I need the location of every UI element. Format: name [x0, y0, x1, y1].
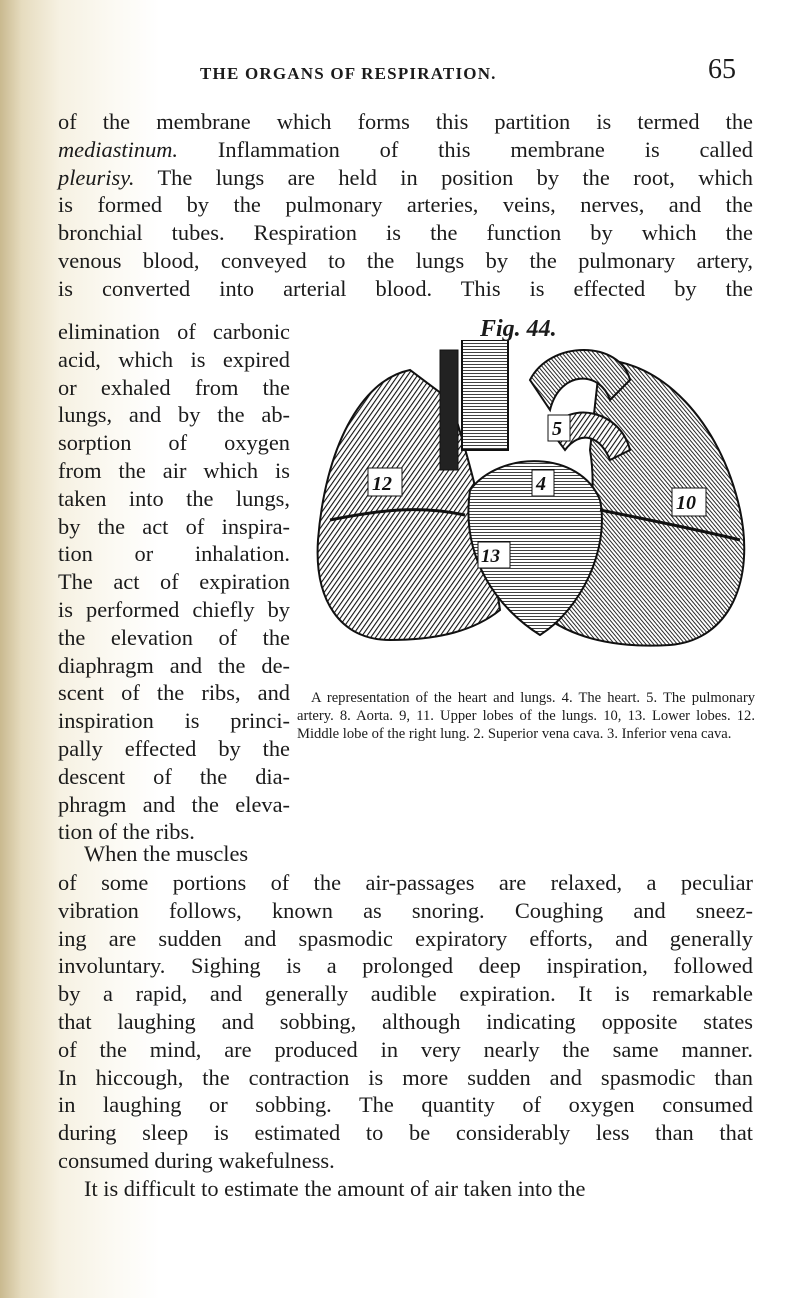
trachea [462, 340, 508, 450]
text-line: pally effected by the [58, 735, 290, 761]
text-line: ing are sudden and spasmodic expiratory efforts, and generally [58, 925, 753, 951]
figure-number-label: 13 [481, 546, 500, 567]
figure-number-label: 12 [372, 473, 392, 495]
text-line: descent of the dia- [58, 763, 290, 789]
text-line: is performed chiefly by [58, 596, 290, 622]
text-line: the elevation of the [58, 624, 290, 650]
page-header [200, 50, 760, 90]
figure-heart-lungs [300, 316, 760, 670]
text-line: in laughing or sobbing. The quantity of oxygen consumed [58, 1092, 753, 1118]
text-line: sorption of oxygen [58, 430, 290, 456]
text-line: from the air which is [58, 457, 290, 483]
text-line: scent of the ribs, and [58, 680, 290, 706]
running-head: THE ORGANS OF RESPIRATION. [200, 64, 497, 83]
text-line: diaphragm and the de- [58, 652, 290, 678]
text-line: by the act of inspira- [58, 513, 290, 539]
text-line: phragm and the eleva- [58, 791, 290, 817]
text-line: venous blood, conveyed to the lungs by the pulmonary artery, [58, 247, 753, 273]
text-line: of some portions of the air-passages are relaxed, a peculiar [58, 870, 753, 895]
top-paragraph [58, 108, 753, 303]
text-line: It is difficult to estimate the amount of air taken into the [84, 1175, 586, 1201]
text-line: bronchial tubes. Respiration is the function by which the [58, 220, 753, 246]
figure-number-label: 5 [552, 418, 562, 440]
figure-number-label: 4 [536, 473, 546, 495]
text-line: elimination of carbonic [58, 319, 290, 344]
text-line: When the muscles [84, 841, 249, 866]
heart-lungs-illustration [300, 340, 760, 670]
text-line: lungs, and by the ab- [58, 402, 290, 428]
text-line: mediastinum. Inflammation of this membrane is called [58, 136, 753, 162]
text-line: The act of expiration [58, 569, 290, 595]
text-line: is converted into arterial blood. This is effected by the [58, 275, 753, 301]
text-line: is formed by the pulmonary arteries, veins, nerves, and the [58, 192, 753, 218]
text-line: or exhaled from the [58, 374, 290, 400]
text-line: consumed during wakefulness. [58, 1147, 335, 1173]
term-pleurisy: pleurisy. [58, 164, 135, 190]
text-line: In hiccough, the contraction is more sudden and spasmodic than [58, 1064, 753, 1090]
text-line: tion or inhalation. [58, 541, 290, 567]
page-number: 65 [708, 54, 736, 85]
term-mediastinum: mediastinum. [58, 136, 179, 162]
bottom-paragraph [58, 869, 753, 1203]
superior-vena-cava [440, 350, 458, 470]
text-line: during sleep is estimated to be considerably less than that [58, 1120, 753, 1146]
figure-number-label: 10 [676, 492, 696, 514]
text-line: involuntary. Sighing is a prolonged deep inspiration, followed [58, 953, 753, 979]
figure-caption: A representation of the heart and lungs. 4. The heart. 5. The pulmonary artery. 8. Aorta. 9, 11. Upper lobes of the lungs. 10, 13. Lower lobes. 12. Middle lobe of the right lung. 2. Superior vena cava. 3. Inferior vena cava. [297, 690, 755, 743]
text-line: of the membrane which forms this partition is termed the [58, 109, 753, 134]
left-column-text [58, 318, 290, 846]
text-line: acid, which is expired [58, 346, 290, 372]
text-line: by a rapid, and generally audible expiration. It is remarkable [58, 981, 753, 1007]
text-line: pleurisy. The lungs are held in position by the root, which [58, 164, 753, 190]
text-line: that laughing and sobbing, although indicating opposite states [58, 1008, 753, 1034]
text-line: taken into the lungs, [58, 485, 290, 511]
text-line: of the mind, are produced in very nearly the same manner. [58, 1036, 753, 1062]
text-line: vibration follows, known as snoring. Coughing and sneez- [58, 897, 753, 923]
text-line: tion of the ribs. [58, 819, 195, 845]
figure-label: Fig. 44. [480, 316, 557, 342]
text-line: inspiration is princi- [58, 708, 290, 734]
